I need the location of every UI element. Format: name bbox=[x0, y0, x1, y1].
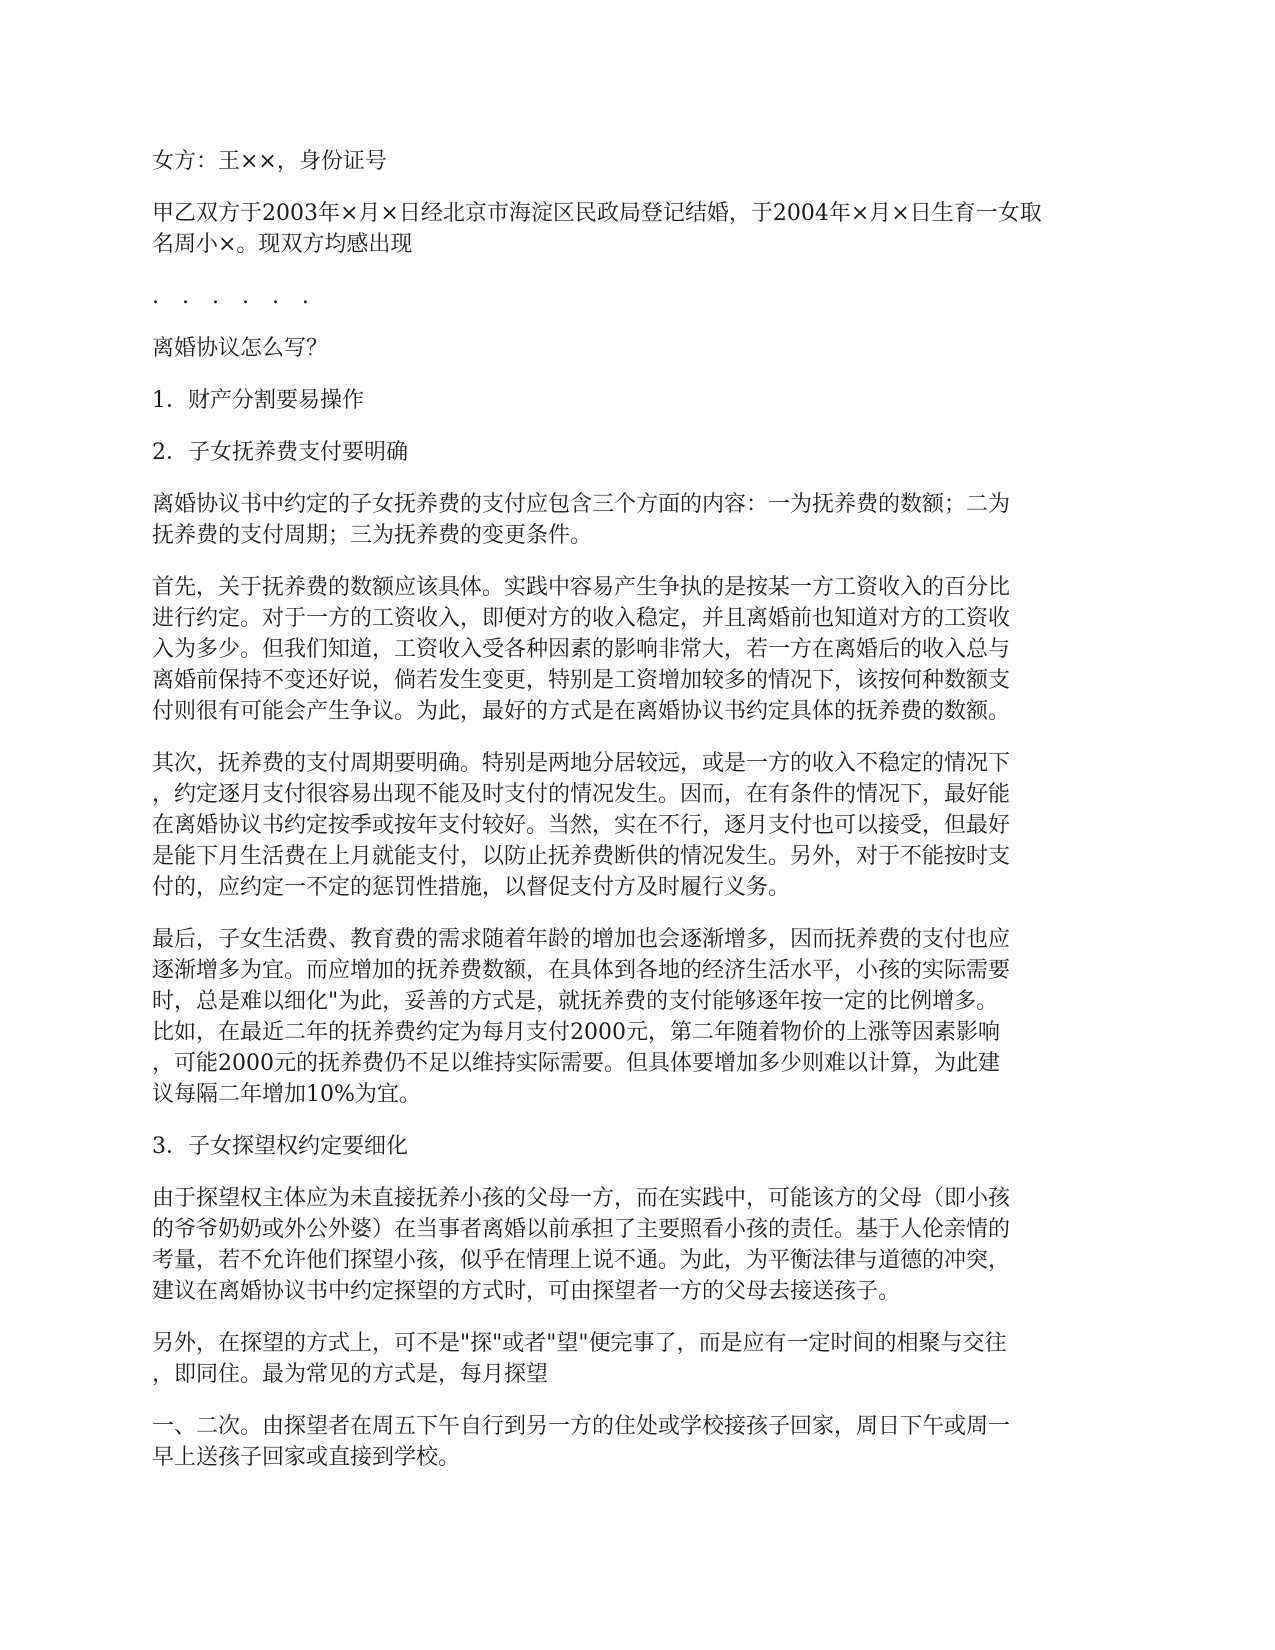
support-amount-paragraph: 首先，关于抚养费的数额应该具体。实践中容易产生争执的是按某一方工资收入的百分比 进行约定。对于一方的工资收入，即便对方的收入稳定，并且离婚前也知道对方的工资收 入为多少。但我们知道，工资收入受各种因素的影响非常大，若一方在离婚后的收入总与 离婚前保持不变还好说，倘若发生变更，特别是工资增加较多的情况下，该按何种数额支 付则很有可能会产生争议。为此，最好的方式是在离婚协议书约定具体的抚养费的数额。 bbox=[152, 575, 1011, 724]
marriage-info-paragraph: 甲乙双方于2003年×月×日经北京市海淀区民政局登记结婚，于2004年×月×日生育一女取 名周小×。现双方均感出现 bbox=[152, 201, 1042, 257]
document-body bbox=[152, 146, 1127, 1494]
visitation-frequency-paragraph: 一、二次。由探望者在周五下午自行到另一方的住处或学校接孩子回家，周日下午或周一 早上送孩子回家或直接到学校。 bbox=[152, 1414, 1011, 1470]
visitation-subject-paragraph: 由于探望权主体应为未直接抚养小孩的父母一方，而在实践中，可能该方的父母（即小孩 的爷爷奶奶或外公外婆）在当事者离婚以前承担了主要照看小孩的责任。基于人伦亲情的 考量，若不允许他们探望小孩，似乎在情理上说不通。为此，为平衡法律与道德的冲突， 建议在离婚协议书中约定探望的方式时，可由探望者一方的父母去接送孩子。 bbox=[152, 1186, 1011, 1304]
ellipsis-separator: . . . . . . bbox=[152, 284, 317, 309]
support-change-paragraph: 最后，子女生活费、教育费的需求随着年龄的增加也会逐渐增多，因而抚养费的支付也应 逐渐增多为宜。而应增加的抚养费数额，在具体到各地的经济生活水平，小孩的实际需要 时，总是难以细化"为此，妥善的方式是，就抚养费的支付能够逐年按一定的比例增多。 比如，在最近二年的抚养费约定为每月支付2000元，第二年随着物价的上涨等因素影响 ，可能2000元的抚养费仍不足以维持实际需要。但具体要增加多少则难以计算，为此建 议每隔二年增加10%为宜。 bbox=[152, 927, 1011, 1107]
support-period-paragraph: 其次，抚养费的支付周期要明确。特别是两地分居较远，或是一方的收入不稳定的情况下 ，约定逐月支付很容易出现不能及时支付的情况发生。因而，在有条件的情况下，最好能 在离婚协议书约定按季或按年支付较好。当然，实在不行，逐月支付也可以接受，但最好 是能下月生活费在上月就能支付，以防止抚养费断供的情况发生。另外，对于不能按时支 付的，应约定一不定的惩罚性措施，以督促支付方及时履行义务。 bbox=[152, 751, 1011, 900]
section-question-heading: 离婚协议怎么写？ bbox=[152, 336, 329, 361]
party-line: 女方：王××，身份证号 bbox=[152, 149, 387, 174]
support-intro-paragraph: 离婚协议书中约定的子女抚养费的支付应包含三个方面的内容：一为抚养费的数额；二为 抚养费的支付周期；三为抚养费的变更条件。 bbox=[152, 492, 1011, 548]
point-3-heading: 3．子女探望权约定要细化 bbox=[152, 1134, 408, 1159]
point-1-heading: 1．财产分割要易操作 bbox=[152, 388, 364, 413]
visitation-method-paragraph: 另外，在探望的方式上，可不是"探"或者"望"便完事了，而是应有一定时间的相聚与交往 ，即同住。最为常见的方式是，每月探望 bbox=[152, 1331, 1007, 1387]
point-2-heading: 2．子女抚养费支付要明确 bbox=[152, 440, 408, 465]
